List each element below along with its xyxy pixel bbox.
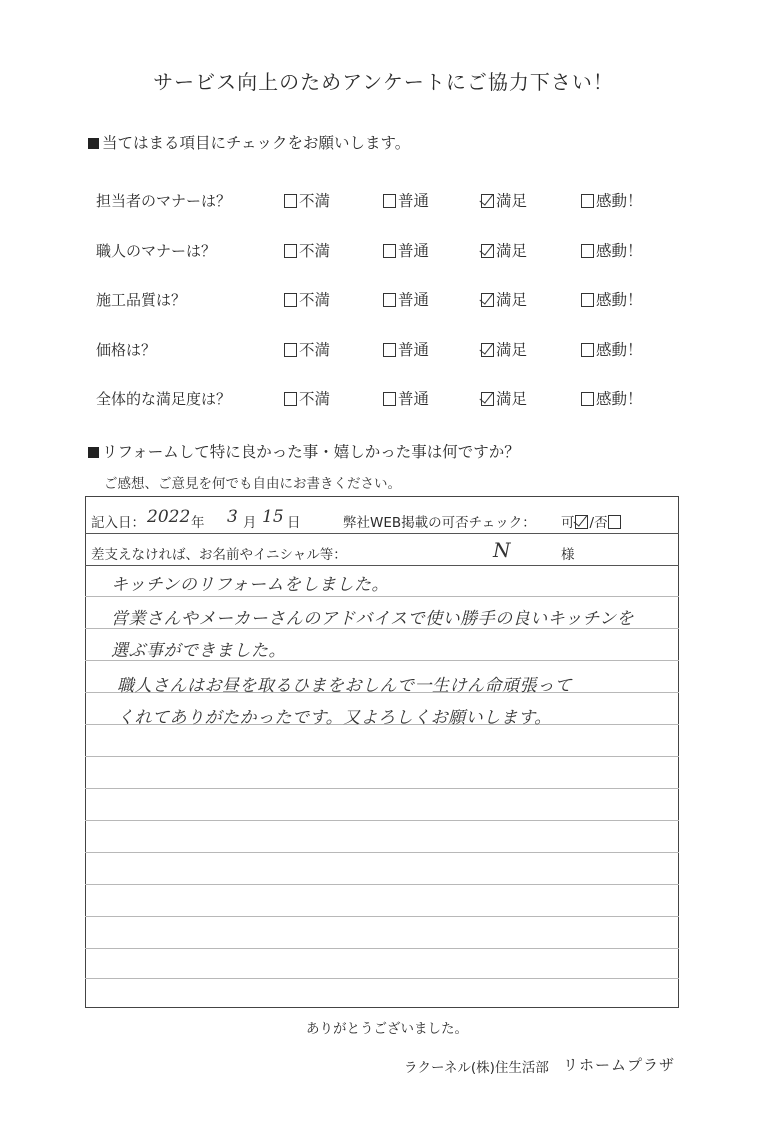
divider: [85, 565, 679, 566]
checkbox[interactable]: [383, 392, 396, 406]
option-0[interactable]: [284, 387, 330, 409]
checkbox[interactable]: [481, 392, 494, 406]
checkbox[interactable]: [284, 392, 297, 406]
option-3[interactable]: [581, 387, 643, 409]
checkbox[interactable]: [383, 244, 396, 258]
ruled-line: [85, 884, 679, 885]
checkbox[interactable]: [481, 343, 494, 357]
ruled-line: [85, 948, 679, 949]
comment-line: 職人さんはお昼を取るひまをおしんで一生けん命頑張って: [117, 676, 572, 696]
option-3[interactable]: [581, 338, 643, 360]
checkbox[interactable]: [581, 244, 594, 258]
section-checklist-label: 当てはまる項目にチェックをお願いします。: [102, 134, 411, 152]
option-0[interactable]: [284, 338, 330, 360]
option-1[interactable]: [383, 338, 429, 360]
option-1[interactable]: [383, 387, 429, 409]
date-month-unit: 月: [243, 515, 257, 531]
option-0[interactable]: [284, 239, 330, 261]
question-label: 職人のマナーは？: [96, 242, 217, 260]
comment-line: キッチンのリフォームをしました。: [111, 575, 389, 595]
option-3[interactable]: [581, 239, 643, 261]
checkbox[interactable]: [581, 194, 594, 208]
option-label: 普通: [398, 291, 430, 309]
option-2[interactable]: [481, 338, 527, 360]
option-0[interactable]: [284, 189, 330, 211]
option-label: 不満: [299, 390, 331, 408]
option-3[interactable]: [581, 189, 643, 211]
question-label: 施工品質は？: [96, 291, 187, 309]
checkbox[interactable]: [581, 343, 594, 357]
name-value[interactable]: N: [493, 538, 511, 562]
option-label: 普通: [398, 390, 430, 408]
page-title: サービス向上のためアンケートにご協力下さい！: [153, 70, 614, 94]
checkbox[interactable]: [481, 244, 494, 258]
checkbox[interactable]: [481, 194, 494, 208]
date-month[interactable]: 3: [227, 507, 238, 527]
square-bullet-icon: [88, 138, 99, 149]
ruled-line: [85, 820, 679, 821]
ruled-line: [85, 916, 679, 917]
comment-line: 選ぶ事ができました。: [111, 641, 286, 661]
ruled-line: [85, 756, 679, 757]
publish-yes-checkbox[interactable]: [575, 515, 588, 529]
checkbox[interactable]: [284, 244, 297, 258]
checkbox[interactable]: [383, 343, 396, 357]
date-day[interactable]: 15: [262, 507, 284, 527]
section-checklist-heading: [88, 131, 410, 153]
name-label: 差支えなければ、お名前やイニシャル等：: [91, 547, 347, 563]
option-label: 普通: [398, 242, 430, 260]
option-label: 感動！: [596, 192, 643, 210]
option-label: 不満: [299, 341, 331, 359]
date-label: 記入日：: [91, 515, 145, 531]
question-label: 価格は？: [96, 341, 157, 359]
checkbox[interactable]: [284, 293, 297, 307]
section-comments-label: リフォームして特に良かった事・嬉しかった事は何ですか？: [102, 443, 520, 461]
option-label: 普通: [398, 341, 430, 359]
checkbox[interactable]: [284, 194, 297, 208]
comment-line: 営業さんやメーカーさんのアドバイスで使い勝手の良いキッチンを: [111, 609, 634, 629]
question-label: 全体的な満足度は？: [96, 390, 232, 408]
option-label: 満足: [496, 341, 528, 359]
option-label: 感動！: [596, 291, 643, 309]
publish-yes-label: 可: [561, 515, 575, 531]
option-1[interactable]: [383, 189, 429, 211]
option-2[interactable]: [481, 189, 527, 211]
publish-no-checkbox[interactable]: [608, 515, 621, 529]
option-1[interactable]: [383, 239, 429, 261]
option-0[interactable]: [284, 288, 330, 310]
section-comments-heading: [88, 440, 520, 462]
publish-no-label: 否: [594, 515, 608, 531]
publish-check-label: 弊社WEB掲載の可否チェック：: [343, 515, 536, 531]
option-2[interactable]: [481, 239, 527, 261]
ruled-line: [85, 978, 679, 979]
option-label: 満足: [496, 242, 528, 260]
option-label: 不満: [299, 192, 331, 210]
publish-yes-option[interactable]: [561, 511, 623, 531]
option-label: 満足: [496, 390, 528, 408]
date-day-unit: 日: [287, 515, 301, 531]
option-3[interactable]: [581, 288, 643, 310]
option-label: 満足: [496, 291, 528, 309]
comments-hint: ご感想、ご意見を何でも自由にお書きください。: [104, 476, 401, 492]
option-label: 不満: [299, 291, 331, 309]
square-bullet-icon: [88, 447, 99, 458]
company-name: ラクーネル(株)住生活部: [404, 1060, 549, 1076]
checkbox[interactable]: [581, 293, 594, 307]
ruled-line: [85, 596, 679, 597]
option-2[interactable]: [481, 387, 527, 409]
brand-name: リホームプラザ: [563, 1056, 676, 1074]
option-label: 感動！: [596, 390, 643, 408]
checkbox[interactable]: [581, 392, 594, 406]
ruled-line: [85, 788, 679, 789]
ruled-line: [85, 852, 679, 853]
checkbox[interactable]: [383, 293, 396, 307]
honorific: 様: [561, 547, 575, 563]
checkbox[interactable]: [383, 194, 396, 208]
option-label: 満足: [496, 192, 528, 210]
separator: /: [589, 515, 595, 531]
option-label: 感動！: [596, 242, 643, 260]
option-label: 普通: [398, 192, 430, 210]
question-label: 担当者のマナーは？: [96, 192, 232, 210]
option-2[interactable]: [481, 288, 527, 310]
comment-line: くれてありがたかったです。又よろしくお願いします。: [117, 708, 552, 728]
checkbox[interactable]: [481, 293, 494, 307]
divider: [85, 533, 679, 534]
option-1[interactable]: [383, 288, 429, 310]
checkbox[interactable]: [284, 343, 297, 357]
date-year-unit: 年: [191, 515, 205, 531]
option-label: 感動！: [596, 341, 643, 359]
thanks-text: ありがとうございました。: [306, 1021, 468, 1037]
date-year[interactable]: 2022: [147, 507, 191, 527]
option-label: 不満: [299, 242, 331, 260]
